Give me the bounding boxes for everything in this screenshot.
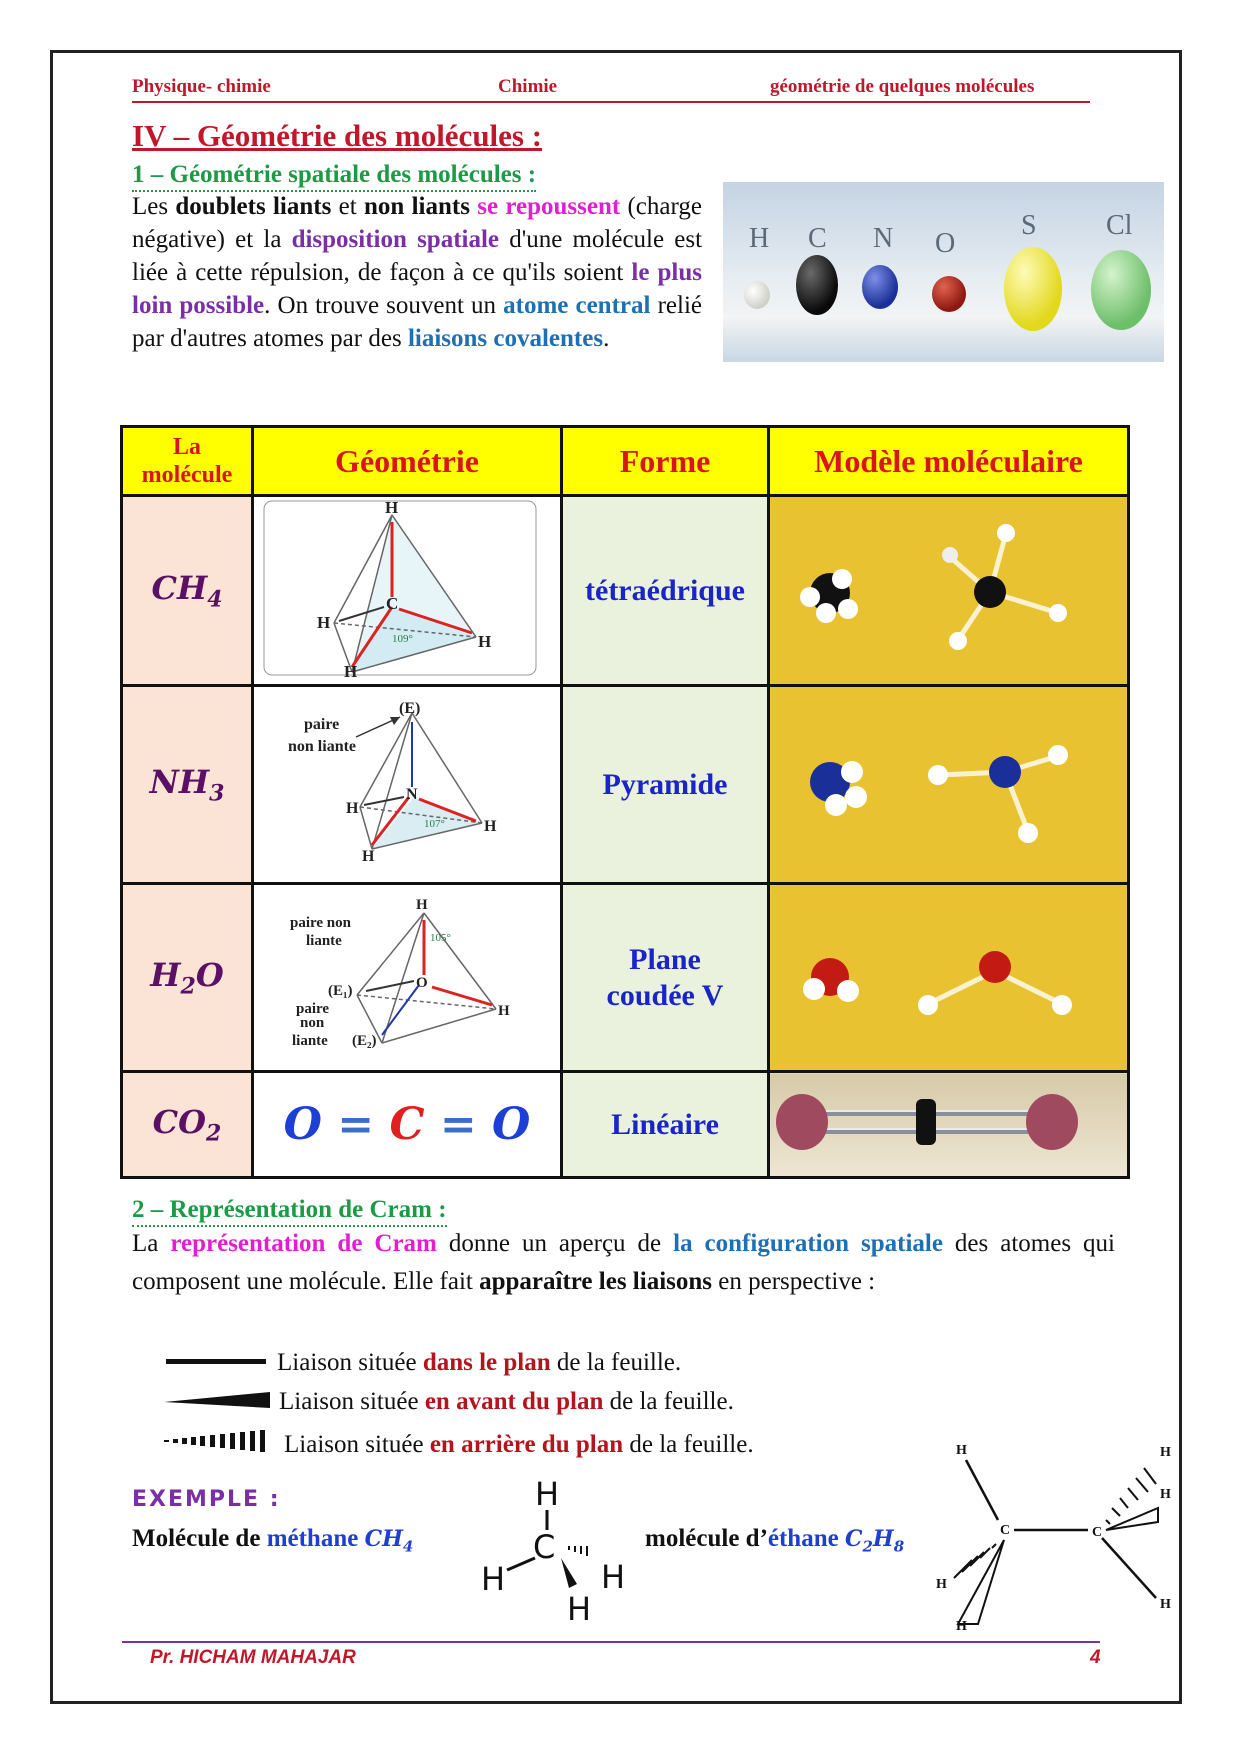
svg-text:H: H [956,1619,967,1634]
table-row-ch4 [122,496,1129,686]
svg-text:C: C [1092,1525,1103,1540]
model-h2o [769,884,1129,1072]
svg-text:(E₁): (E₁) [328,983,353,999]
methane-caption: Molécule de méthane $CH_4$ [132,1525,414,1556]
form-ch4: tétraédrique [562,496,769,686]
svg-text:C: C [533,1528,556,1566]
molecule-nh3: $NH_3$ [122,686,253,884]
svg-text:H: H [567,1590,592,1628]
atom-ball-s [1004,247,1062,331]
methane-cram-diagram [475,1470,635,1630]
svg-text:H: H [535,1475,560,1513]
atom-ball-o [932,276,966,312]
atom-label-s: S [1021,210,1037,241]
svg-text:(E): (E) [399,700,421,717]
svg-text:(E₂): (E₂) [352,1033,377,1049]
bond-in-plane-symbol [166,1359,266,1364]
cram-paragraph: La représentation de Cram donne un aperçu de la configuration spatiale des atomes qui composent une molécule. Elle fait apparaître les liaisons en perspective : [132,1230,1115,1295]
header-form: Forme [562,427,769,496]
subsection1-title: 1 – Géométrie spatiale des molécules : [132,160,536,192]
atom-label-h: H [749,223,770,254]
pyramid-diagram [254,687,554,877]
svg-text:O: O [416,975,428,991]
svg-text:liante: liante [306,933,342,949]
svg-text:N: N [406,786,418,803]
molecule-h2o: $H_2O$ [122,884,253,1072]
svg-text:H: H [1160,1487,1171,1502]
svg-text:paire: paire [304,716,340,733]
svg-text:paire non: paire non [290,915,351,931]
header-molecule: La molécule [122,427,253,496]
molecule-ch4: $CH_4$ [122,496,253,686]
atom-ball-cl [1091,250,1151,330]
atom-ball-n [862,265,898,309]
atom-ball-h [744,281,770,309]
model-nh3 [769,686,1129,884]
ch4-ball-model [770,497,1085,679]
ethane-cram-diagram [930,1438,1180,1638]
svg-text:H: H [346,800,359,817]
atom-ball-c [796,255,838,315]
header-chapter: Chimie [498,76,558,97]
angle-nh3: 107° [424,818,445,830]
legend-in-plane: Liaison située dans le plan de la feuille. [277,1349,682,1376]
nh3-ball-model [770,687,1085,877]
table-header-row [122,427,1129,496]
atom-balls-svg [723,182,1164,362]
legend-front: Liaison située en avant du plan de la feuille. [279,1388,734,1415]
header-geometry: Géométrie [253,427,562,496]
h2o-ball-model [770,885,1085,1065]
atom-color-image [723,182,1164,362]
svg-text:H: H [484,818,497,835]
angle-h2o: 105° [430,932,451,944]
svg-text:non: non [300,1015,325,1031]
svg-text:H: H [362,848,375,865]
svg-text:H: H [956,1443,967,1458]
footer-page-number: 4 [1090,1647,1101,1668]
geometry-table [120,425,1130,1179]
bond-back-symbol [164,1430,265,1452]
geometry-co2: O = C = O [253,1072,562,1178]
svg-text:paire: paire [296,1001,330,1017]
atom-label-o: O [935,228,956,259]
tetrahedron-diagram [254,497,554,679]
atom-label-cl: Cl [1106,210,1133,241]
form-h2o: Plane coudée V [562,884,769,1072]
atom-label-n: N [873,223,894,254]
geometry-h2o [253,884,562,1072]
svg-text:H: H [1160,1445,1171,1460]
header-subject: Physique- chimie [132,76,271,97]
subsection2-title: 2 – Représentation de Cram : [132,1195,447,1227]
exemple-label: EXEMPLE : [132,1487,281,1512]
svg-text:H: H [498,1003,510,1019]
molecule-co2: $CO_2$ [122,1072,253,1178]
form-nh3: Pyramide [562,686,769,884]
footer-rule [122,1641,1100,1643]
svg-text:H: H [385,498,399,517]
header-model: Modèle moléculaire [769,427,1129,496]
svg-text:liante: liante [292,1033,328,1049]
header-topic: géométrie de quelques molécules [770,76,1035,97]
svg-text:H: H [478,632,492,651]
footer-author: Pr. HICHAM MAHAJAR [150,1647,356,1668]
svg-text:H: H [344,662,358,679]
geometry-nh3 [253,686,562,884]
svg-text:C: C [386,594,399,613]
table-row-nh3 [122,686,1129,884]
cram-legend-symbols [160,1348,280,1458]
table-row-co2 [122,1072,1129,1178]
table-row-h2o [122,884,1129,1072]
svg-text:H: H [936,1577,947,1592]
legend-back: Liaison située en arrière du plan de la feuille. [284,1431,754,1458]
svg-text:H: H [1160,1597,1171,1612]
svg-text:non liante: non liante [288,738,357,755]
section-title: IV – Géométrie des molécules : [132,118,543,153]
model-co2 [769,1072,1129,1178]
atom-label-c: C [808,223,827,254]
svg-text:H: H [416,897,428,913]
bond-front-symbol [164,1392,270,1408]
header-rule [132,101,1090,103]
svg-text:H: H [601,1558,626,1596]
svg-text:H: H [481,1560,506,1598]
svg-text:C: C [1000,1523,1011,1538]
form-co2: Linéaire [562,1072,769,1178]
model-ch4 [769,496,1129,686]
bent-diagram [254,885,554,1065]
svg-text:H: H [317,613,331,632]
co2-ball-model [770,1073,1085,1171]
intro-paragraph: Les doublets liants et non liants se repoussent (charge négative) et la disposition spatiale d'une molécule est liée à cette répulsion, de façon à ce qu'ils soient le plus loin possible. On trouve souvent un atome central relié par d'autres atomes par des liaisons covalentes. [132,193,703,352]
ethane-caption: molécule d’éthane $C_2H_8$ [645,1525,905,1556]
angle-ch4: 109° [392,633,413,645]
geometry-ch4 [253,496,562,686]
